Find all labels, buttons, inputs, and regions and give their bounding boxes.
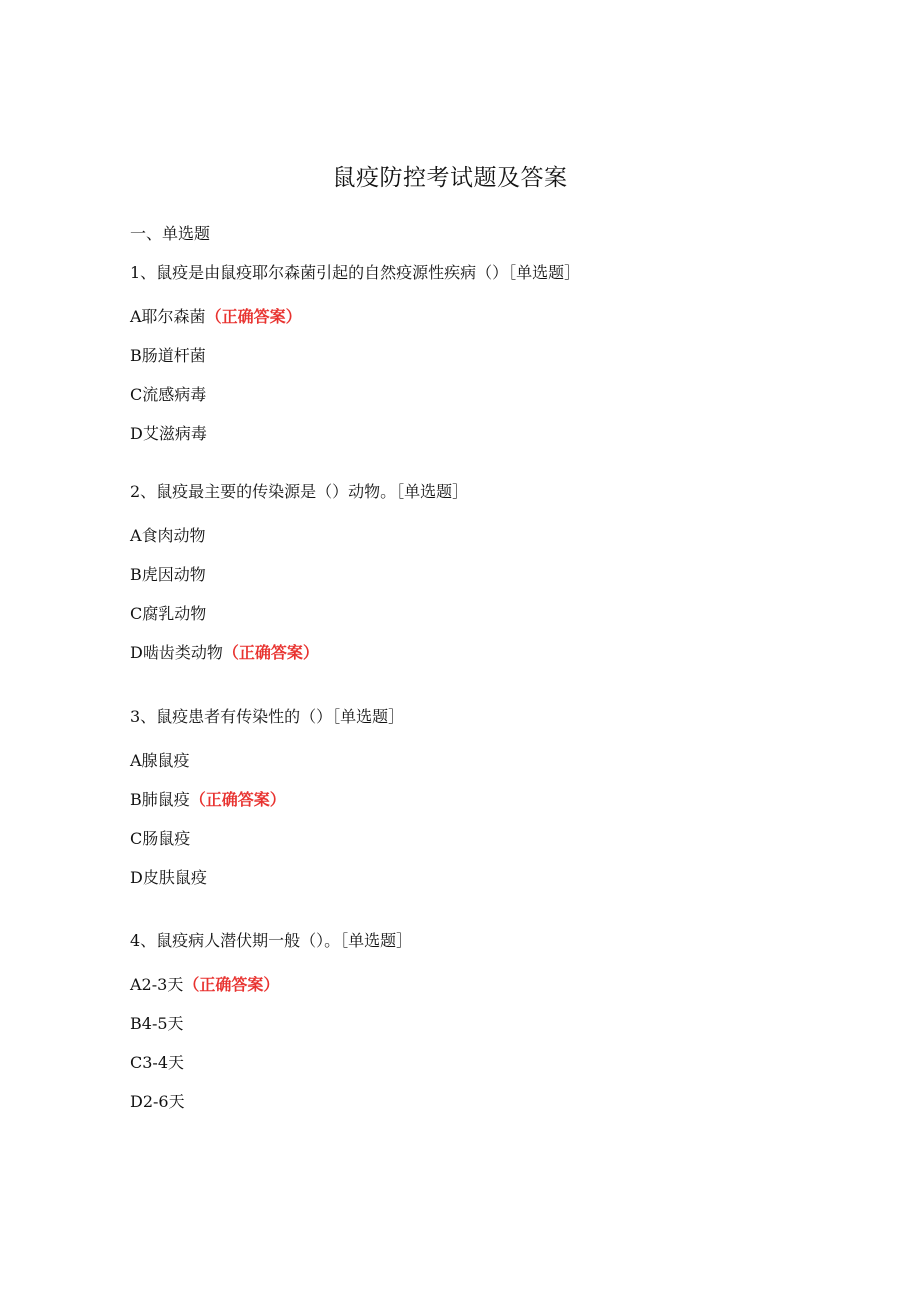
correct-answer-mark: （正确答案） bbox=[183, 975, 280, 994]
option-item bbox=[130, 564, 830, 586]
option-text: A食肉动物 bbox=[130, 526, 206, 545]
option-text: D2-6天 bbox=[130, 1092, 185, 1111]
option-text: C流感病毒 bbox=[130, 385, 207, 404]
question-block bbox=[130, 706, 830, 889]
option-item bbox=[130, 603, 830, 625]
option-item bbox=[130, 525, 830, 547]
option-item bbox=[130, 867, 830, 889]
option-item bbox=[130, 1013, 830, 1035]
option-text: B肠道杆菌 bbox=[130, 346, 206, 365]
option-item bbox=[130, 1091, 830, 1113]
option-item bbox=[130, 828, 830, 850]
question-block bbox=[130, 930, 830, 1113]
option-text: B虎因动物 bbox=[130, 565, 206, 584]
option-text: D啮齿类动物 bbox=[130, 643, 223, 662]
section-heading: 一、单选题 bbox=[130, 224, 211, 243]
option-text: C3-4天 bbox=[130, 1053, 185, 1072]
option-text: A2-3天 bbox=[130, 975, 184, 994]
question-stem: 2、鼠疫最主要的传染源是（）动物。［单选题］ bbox=[130, 482, 469, 501]
option-item bbox=[130, 1052, 830, 1074]
option-text: A耶尔森菌 bbox=[130, 307, 206, 326]
question-stem: 1、鼠疫是由鼠疫耶尔森菌引起的自然疫源性疾病（）［单选题］ bbox=[130, 263, 581, 282]
page-title: 鼠疫防控考试题及答案 bbox=[332, 165, 568, 191]
option-text: A腺鼠疫 bbox=[130, 751, 190, 770]
correct-answer-mark: （正确答案） bbox=[205, 307, 302, 326]
option-item bbox=[130, 423, 830, 445]
option-item bbox=[130, 642, 830, 664]
question-stem: 3、鼠疫患者有传染性的（）［单选题］ bbox=[130, 707, 405, 726]
option-item bbox=[130, 750, 830, 772]
option-text: D艾滋病毒 bbox=[130, 424, 207, 443]
question-block bbox=[130, 262, 830, 445]
option-item bbox=[130, 974, 830, 996]
option-text: B4-5天 bbox=[130, 1014, 184, 1033]
option-text: C腐乳动物 bbox=[130, 604, 207, 623]
option-text: B肺鼠疫 bbox=[130, 790, 190, 809]
option-item bbox=[130, 345, 830, 367]
option-item bbox=[130, 306, 830, 328]
option-item bbox=[130, 384, 830, 406]
option-item bbox=[130, 789, 830, 811]
question-stem: 4、鼠疫病人潜伏期一般（）。［单选题］ bbox=[130, 931, 413, 950]
option-text: D皮肤鼠疫 bbox=[130, 868, 207, 887]
correct-answer-mark: （正确答案） bbox=[222, 643, 319, 662]
option-text: C肠鼠疫 bbox=[130, 829, 191, 848]
correct-answer-mark: （正确答案） bbox=[189, 790, 286, 809]
question-block bbox=[130, 481, 830, 664]
